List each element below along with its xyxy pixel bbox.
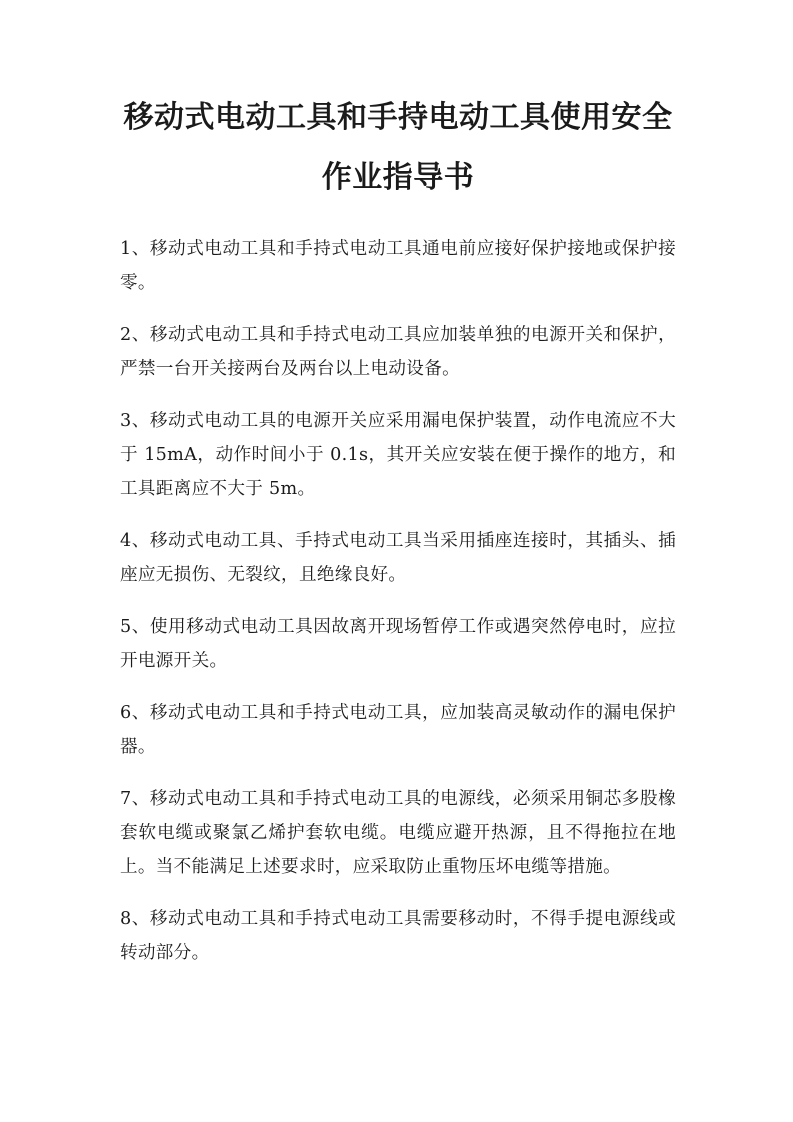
- instruction-item-4: 4、移动式电动工具、手持式电动工具当采用插座连接时，其插头、插座应无损伤、无裂纹，且绝缘良好。: [120, 531, 676, 585]
- document-title: [120, 88, 676, 208]
- document-title-line-2: 作业指导书: [321, 160, 475, 195]
- instruction-item-5: 5、使用移动式电动工具因故离开现场暂停工作或遇突然停电时，应拉开电源开关。: [120, 617, 676, 671]
- document-page: [120, 88, 676, 988]
- instruction-item-1: 1、移动式电动工具和手持式电动工具通电前应接好保护接地或保护接零。: [120, 239, 676, 293]
- instruction-item-3: 3、移动式电动工具的电源开关应采用漏电保护装置，动作电流应不大于 15mA，动作时间小于 0.1s，其开关应安装在便于操作的地方，和工具距离应不大于 5m。: [120, 411, 676, 499]
- instruction-item-6: 6、移动式电动工具和手持式电动工具，应加装高灵敏动作的漏电保护器。: [120, 703, 676, 757]
- instruction-item-8: 8、移动式电动工具和手持式电动工具需要移动时，不得手提电源线或转动部分。: [120, 909, 676, 963]
- document-title-line-1: 移动式电动工具和手持电动工具使用安全: [123, 100, 673, 135]
- instruction-item-7: 7、移动式电动工具和手持式电动工具的电源线，必须采用铜芯多股橡套软电缆或聚氯乙烯护套软电缆。电缆应避开热源，且不得拖拉在地上。当不能满足上述要求时，应采取防止重物压坏电缆等措施。: [120, 789, 676, 877]
- instruction-list: [120, 232, 676, 970]
- instruction-item-2: 2、移动式电动工具和手持式电动工具应加装单独的电源开关和保护，严禁一台开关接两台及两台以上电动设备。: [120, 325, 676, 379]
